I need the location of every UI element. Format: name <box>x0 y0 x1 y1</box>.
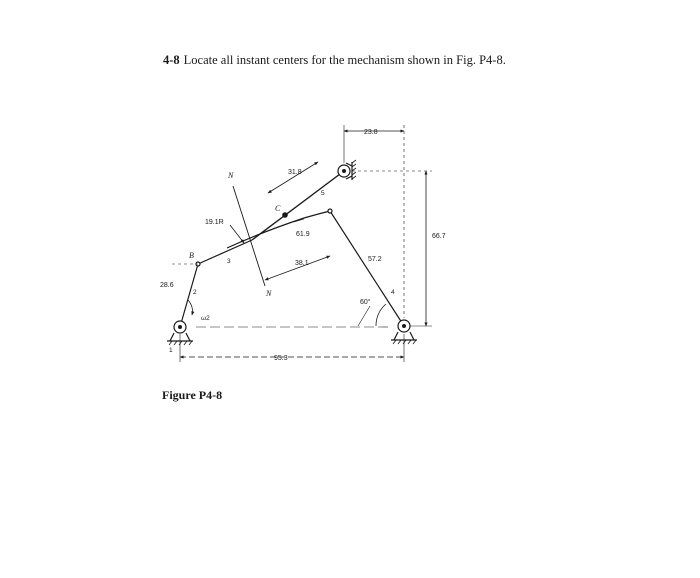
label-normal-top: N <box>228 171 234 180</box>
label-point-c: C <box>275 204 281 213</box>
label-31-8: 31.8 <box>288 169 302 176</box>
figure-caption: Figure P4-8 <box>162 388 223 402</box>
label-38-1: 38.1 <box>295 260 309 267</box>
label-link-5: 5 <box>321 190 325 197</box>
label-23-8: 23.8 <box>364 129 378 136</box>
joint-c <box>283 213 287 217</box>
label-link-3: 3 <box>227 258 231 265</box>
normal-line <box>233 186 265 286</box>
link-3 <box>198 240 252 264</box>
label-link-2: 2 <box>193 289 197 296</box>
label-normal-bottom: N <box>266 289 272 298</box>
dim-31-8-line <box>268 162 318 193</box>
label-66-7: 66.7 <box>432 233 446 240</box>
dim-19-1-line <box>230 225 244 243</box>
label-57-2: 57.2 <box>368 256 382 263</box>
pin-o4 <box>402 324 406 328</box>
label-19-1: 19.1R <box>205 219 224 226</box>
angle-60-arrow <box>358 306 370 326</box>
pin-o2 <box>178 325 182 329</box>
label-link-4: 4 <box>391 289 395 296</box>
label-omega-2: ω2 <box>201 315 210 322</box>
link-coupler <box>330 211 404 326</box>
pin-o5 <box>342 169 346 173</box>
problem-text: Locate all instant centers for the mechanism shown in Fig. P4-8. <box>183 53 506 67</box>
joint-coupler <box>328 209 332 213</box>
link-5 <box>252 171 344 240</box>
label-61-9: 61.9 <box>296 231 310 238</box>
label-95-3: 95.3 <box>274 355 288 362</box>
omega-2-arrow <box>188 300 193 315</box>
label-28-6: 28.6 <box>160 282 174 289</box>
label-point-b: B <box>189 251 194 260</box>
angle-60-arc <box>376 304 386 326</box>
label-angle-60: 60° <box>360 299 371 306</box>
problem-number: 4-8 <box>163 53 180 67</box>
label-link-1: 1 <box>169 347 173 354</box>
